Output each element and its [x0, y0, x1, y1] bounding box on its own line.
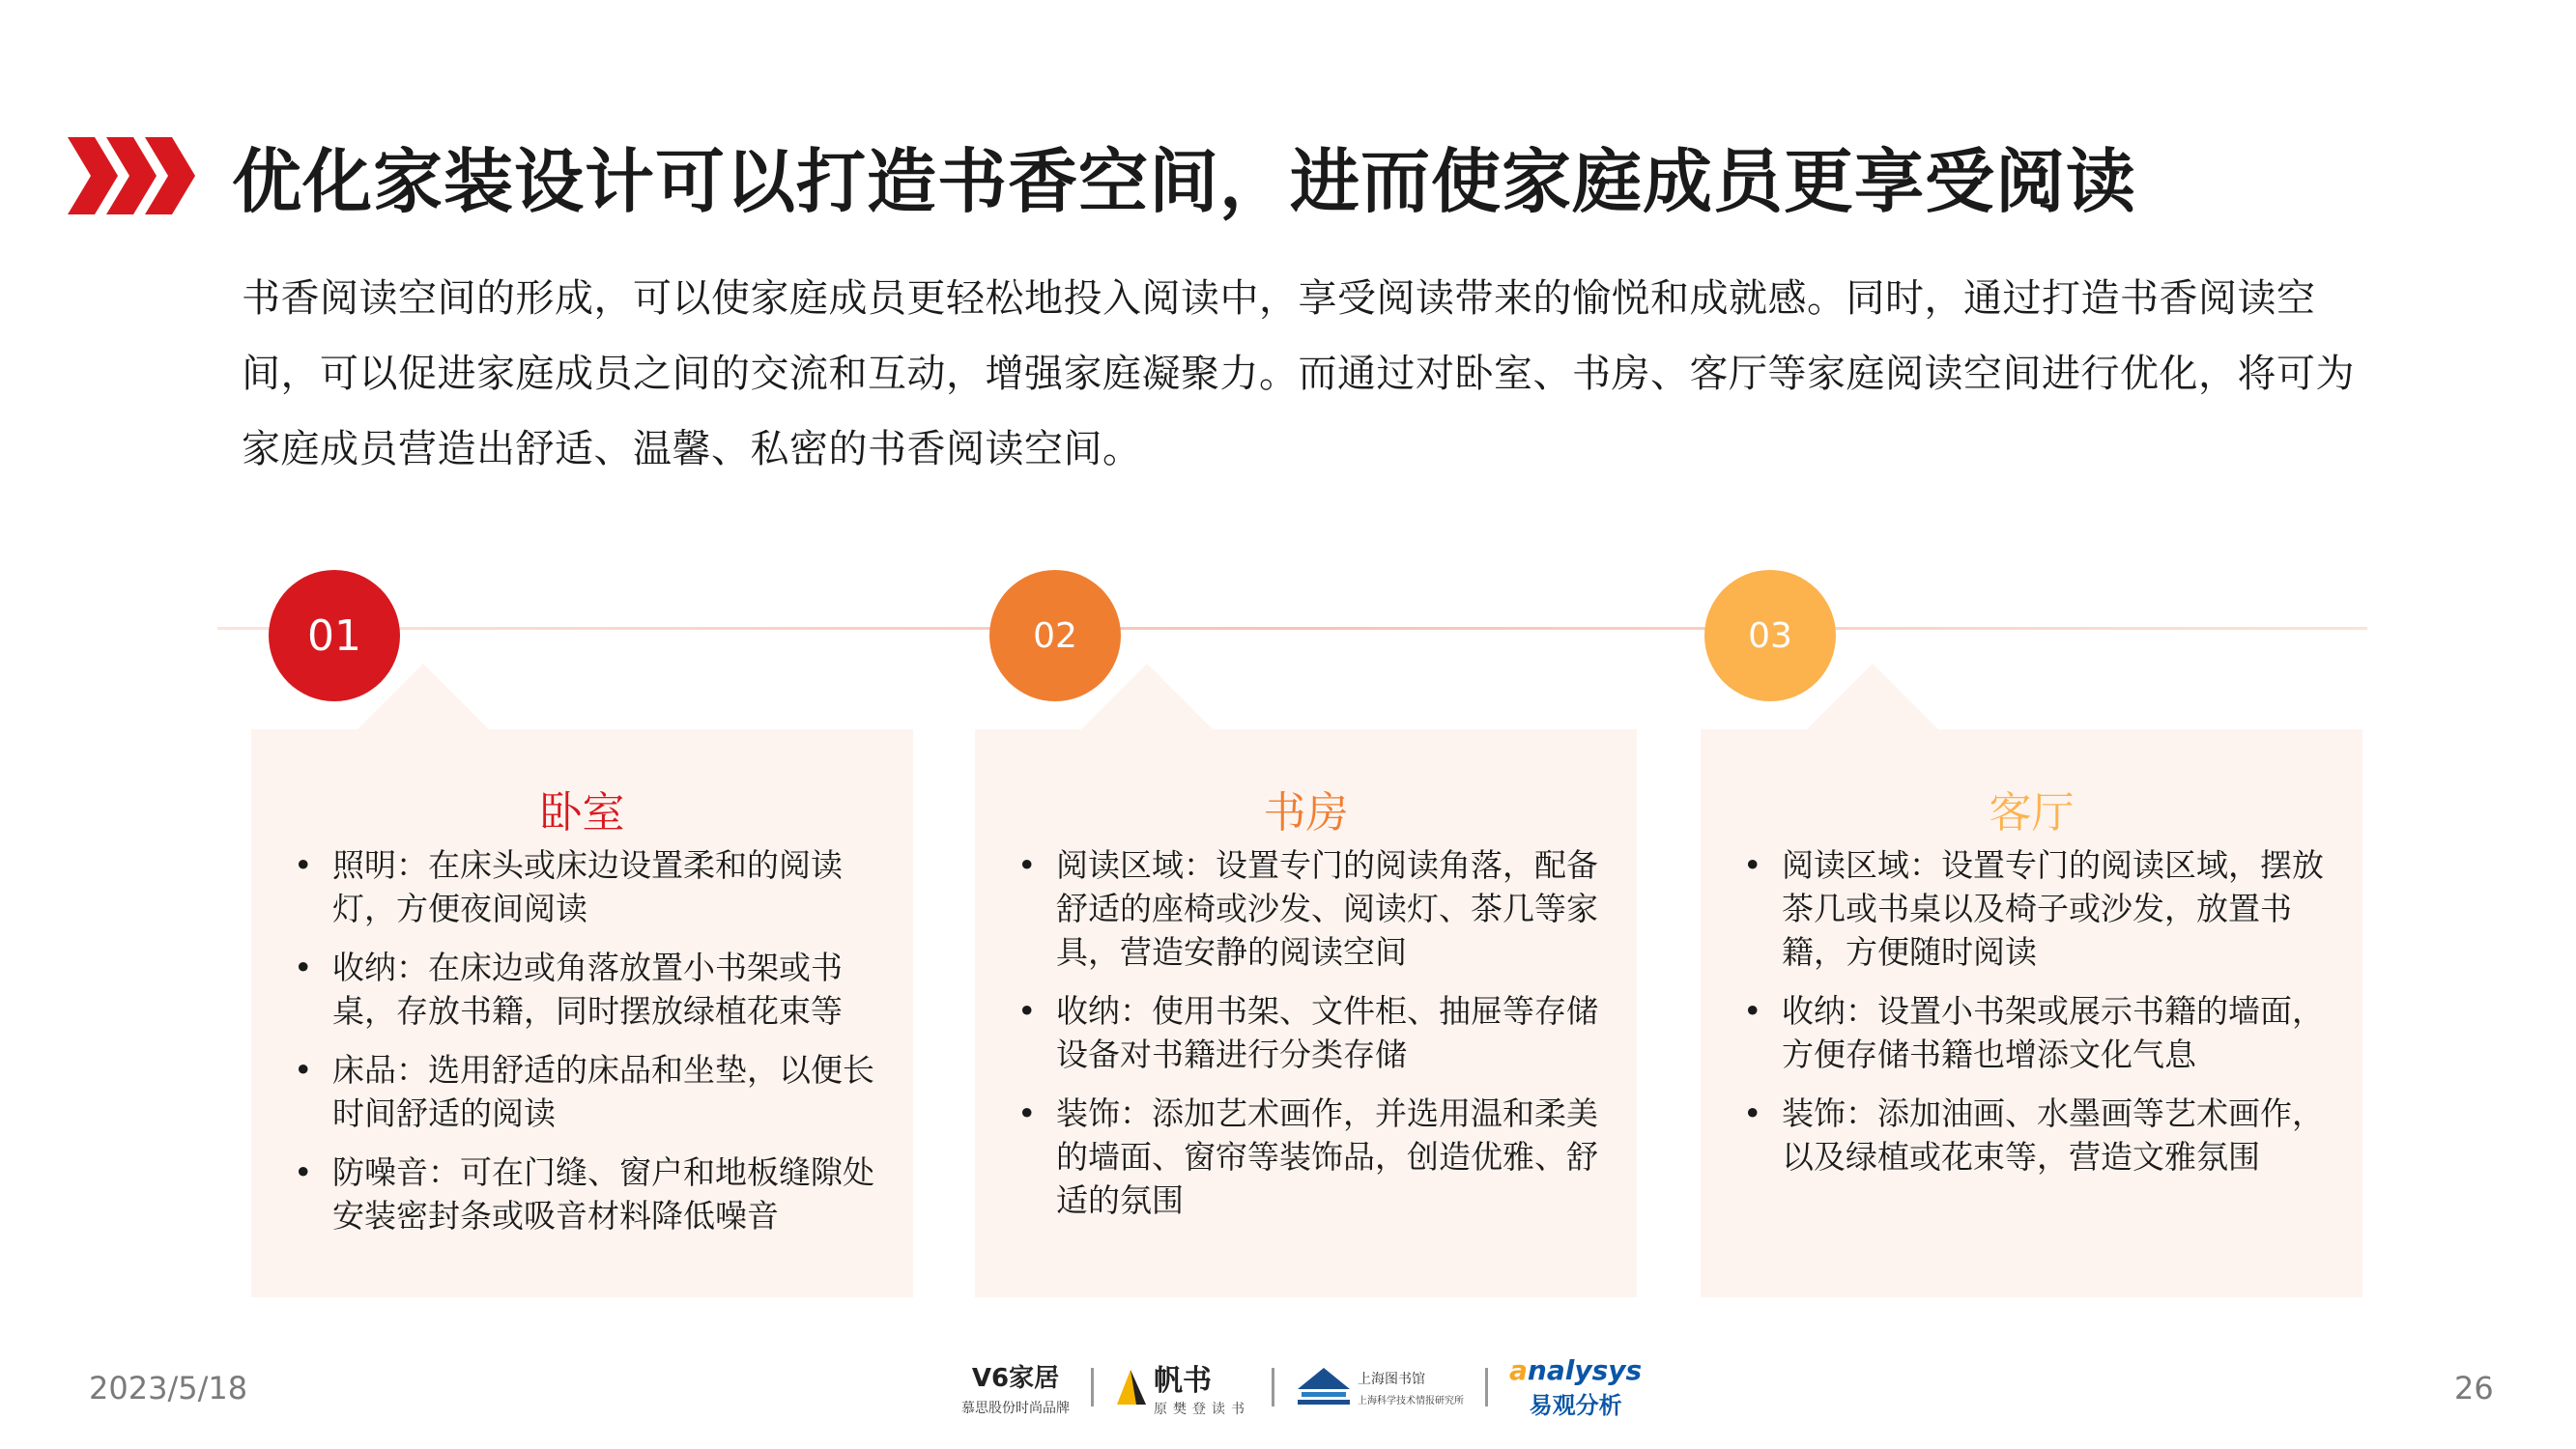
card-list [290, 843, 884, 1253]
fanshu-logo [1115, 1356, 1250, 1418]
card-list [1739, 843, 2333, 1194]
library-mark-icon [1296, 1366, 1352, 1408]
card-title: 书房 [1263, 788, 1349, 838]
analysys-logo-prefix: a [1509, 1354, 1528, 1386]
logo-divider [1272, 1368, 1274, 1406]
list-item: • 照明：在床头或床边设置柔和的阅读灯，方便夜间阅读 [290, 843, 884, 930]
partner-logos [961, 1349, 1642, 1426]
card-living-room [1701, 729, 2362, 1297]
footer-date: 2023/5/18 [89, 1370, 248, 1406]
list-item: • 收纳：设置小书架或展示书籍的墙面，方便存储书籍也增添文化气息 [1739, 989, 2333, 1076]
title-row [68, 126, 2136, 226]
list-item: • 阅读区域：设置专门的阅读角落，配备舒适的座椅或沙发、阅读灯、茶几等家具，营造安静的阅读空间 [1014, 843, 1608, 974]
step-number: 02 [1033, 615, 1077, 656]
fanshu-mark-icon [1115, 1368, 1148, 1406]
analysys-logo-sub: 易观分析 [1529, 1392, 1622, 1419]
timeline-line [217, 627, 2367, 630]
library-logo-line2: 上海科学技术情报研究所 [1358, 1395, 1464, 1406]
library-logo [1296, 1366, 1464, 1408]
step-number: 03 [1748, 615, 1792, 656]
list-item: • 收纳：在床边或角落放置小书架或书桌，存放书籍，同时摆放绿植花束等 [290, 946, 884, 1033]
card-title: 卧室 [539, 788, 625, 838]
analysys-logo-rest: nalysys [1527, 1354, 1643, 1386]
v6-logo-name: V6家居 [971, 1363, 1060, 1393]
card-list [1014, 843, 1608, 1237]
page-number: 26 [2454, 1370, 2494, 1406]
page-title: 优化家装设计可以打造书香空间，进而使家庭成员更享受阅读 [232, 141, 2137, 222]
list-item: • 装饰：添加油画、水墨画等艺术画作，以及绿植或花束等，营造文雅氛围 [1739, 1092, 2333, 1179]
intro-paragraph: 书香阅读空间的形成，可以使家庭成员更轻松地投入阅读中，享受阅读带来的愉悦和成就感。同时，通过打造书香阅读空间，可以促进家庭成员之间的交流和互动，增强家庭凝聚力。而通过对卧室、书房、客厅等家庭阅读空间进行优化，将可为家庭成员营造出舒适、温馨、私密的书香阅读空间。 [242, 276, 2355, 471]
card-pointer [1807, 664, 1938, 729]
fanshu-logo-name: 帆书 [1154, 1364, 1212, 1398]
list-item: • 床品：选用舒适的床品和坐垫，以便长时间舒适的阅读 [290, 1048, 884, 1135]
list-item: • 阅读区域：设置专门的阅读区域，摆放茶几或书桌以及椅子或沙发，放置书籍，方便随时阅读 [1739, 843, 2333, 974]
library-logo-line1: 上海图书馆 [1358, 1371, 1425, 1387]
card-pointer [358, 664, 489, 729]
step-number: 01 [307, 611, 361, 661]
list-item: • 收纳：使用书架、文件柜、抽屉等存储设备对书籍进行分类存储 [1014, 989, 1608, 1076]
card-bedroom [251, 729, 913, 1297]
analysys-logo-name [1509, 1354, 1642, 1386]
analysys-logo [1509, 1354, 1642, 1420]
logo-divider [1091, 1368, 1094, 1406]
list-item: • 防噪音：可在门缝、窗户和地板缝隙处安装密封条或吸音材料降低噪音 [290, 1151, 884, 1237]
v6-logo-sub: 慕思股份时尚品牌 [961, 1400, 1070, 1416]
card-pointer [1081, 664, 1213, 729]
list-item: • 装饰：添加艺术画作，并选用温和柔美的墙面、窗帘等装饰品，创造优雅、舒适的氛围 [1014, 1092, 1608, 1222]
card-study [975, 729, 1637, 1297]
logo-divider [1485, 1368, 1488, 1406]
fanshu-logo-sub: 原樊登读书 [1154, 1402, 1250, 1417]
v6-logo [961, 1358, 1070, 1417]
chevrons-icon [68, 137, 203, 214]
card-title: 客厅 [1989, 788, 2075, 838]
